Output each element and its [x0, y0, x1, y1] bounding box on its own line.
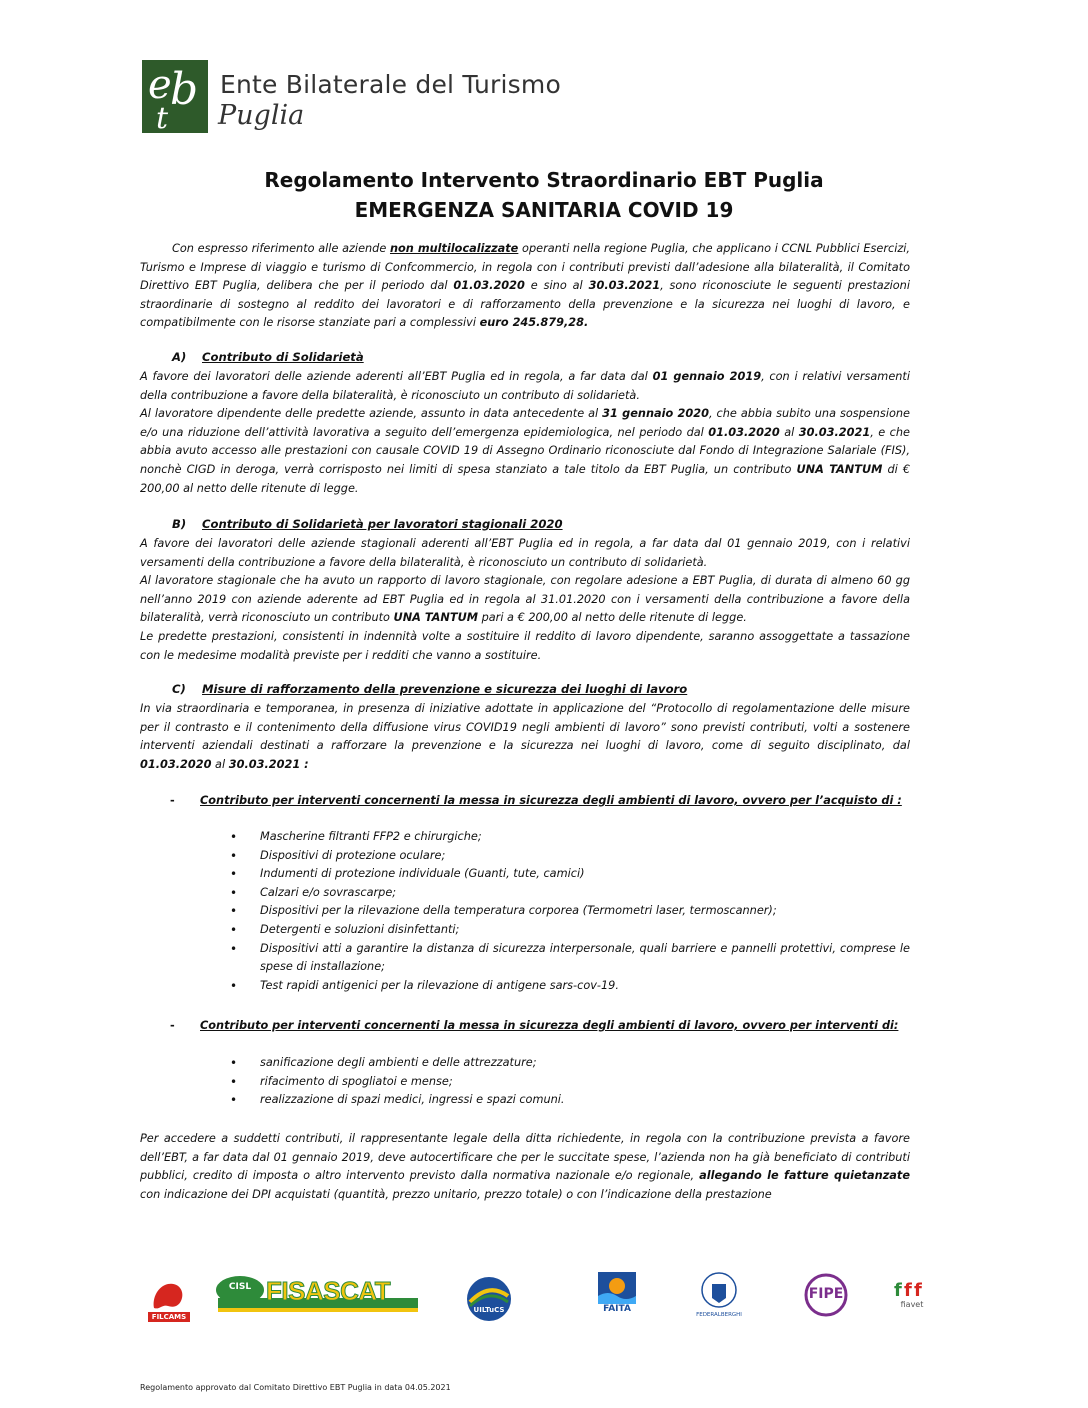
- ebt-logo: [142, 60, 561, 140]
- svg-text:f: f: [904, 1280, 912, 1300]
- svg-text:b: b: [170, 64, 199, 115]
- fiavet-label: fiavet: [900, 1300, 924, 1309]
- svg-text:e: e: [148, 62, 172, 108]
- svg-text:t: t: [156, 101, 169, 133]
- section-b-text: A favore dei lavoratori delle aziende stagionali aderenti all’EBT Puglia ed in regola, a far data dal 01 gennaio 2019, con i relativi versamenti della contribuzione a favore della bilateralità, è riconosciuto un contributo di solidarietà. Al lavoratore stagionale che ha avuto un rapporto di lavoro stagionale, con regolare adesione a EBT Puglia, di durata di almeno 60 gg nell’anno 2019 con aziende aderente ad EBT Puglia ed in regola al 31.01.2020 con i versamenti della contribuzione a favore della bilateralità, verrà riconosciuto un contributo UNA TANTUM pari a € 200,00 al netto delle ritenute di legge. Le predette prestazioni, consistenti in indennità volte a sostituire il reddito di lavoro dipendente, saranno assoggettate a tassazione con le medesime modalità previste per i redditi che vanno a sostituire.: [140, 537, 910, 662]
- faita-logo: [598, 1272, 636, 1318]
- filcams-label: FILCAMS: [151, 1313, 187, 1321]
- fipe-label: FIPE: [808, 1286, 844, 1302]
- document-title: Regolamento Intervento Straordinario EBT Puglia: [264, 168, 824, 192]
- approval-note: Regolamento approvato dal Comitato Direttivo EBT Puglia in data 04.05.2021: [140, 1383, 451, 1392]
- document-subtitle: EMERGENZA SANITARIA COVID 19: [354, 198, 734, 222]
- faita-label: FAITA: [603, 1304, 631, 1314]
- uiltucs-logo: [458, 1276, 520, 1322]
- svg-text:f: f: [914, 1280, 922, 1300]
- list-item: • Dispositivi atti a garantire la distanza di sicurezza interpersonale, quali barriere e pannelli protettivi, comprese le spese di installazione;: [228, 940, 910, 977]
- closing-paragraph: Per accedere a suddetti contributi, il rappresentante legale della ditta richiedente, in regola con la contribuzione prevista a favore dell’EBT, a far data dal 01 gennaio 2019, deve autocertificare che per le succitate spese, l’azienda non ha già beneficiato di contributi pubblici, credito di imposta o altro intervento previsto dalla normativa nazionale e/o regionale, allegando le fatture quietanzate con indicazione dei DPI acquistati (quantità, prezzo unitario, prezzo totale) o con l’indicazione della prestazione: [140, 1132, 910, 1201]
- org-region: Puglia: [218, 100, 305, 131]
- list-item: • Mascherine filtranti FFP2 e chirurgiche;: [228, 828, 910, 847]
- fipe-logo: [804, 1272, 848, 1318]
- federalberghi-label: FEDERALBERGHI: [696, 1312, 742, 1318]
- list-item: • realizzazione di spazi medici, ingressi e spazi comuni.: [228, 1091, 910, 1110]
- list-item: • rifacimento di spogliatoi e mense;: [228, 1073, 910, 1092]
- list-item: • Dispositivi per la rilevazione della temperatura corporea (Termometri laser, termoscanner);: [228, 902, 910, 921]
- federalberghi-logo: [692, 1270, 746, 1324]
- cisl-fisascat-logo: [214, 1274, 424, 1318]
- svg-text:f: f: [894, 1280, 902, 1300]
- list-item: • Dispositivi di protezione oculare;: [228, 847, 910, 866]
- section-a-text: A favore dei lavoratori delle aziende aderenti all’EBT Puglia ed in regola, a far data dal 01 gennaio 2019, con i relativi versamenti della contribuzione a favore della bilateralità, è riconosciuto un contributo di solidarietà. Al lavoratore dipendente delle predette aziende, assunto in data antecedente al 31 gennaio 2020, che abbia subito una sospensione e/o una riduzione dell’attività lavorativa a seguito dell’emergenza epidemiologica, nel periodo dal 01.03.2020 al 30.03.2021, e che abbia avuto accesso alle prestazioni con causale COVID 19 di Assegno Ordinario riconosciute dal Fondo di Integrazione Salariale (FIS), nonchè CIGD in deroga, verrà corrisposto nei limiti di spesa stanziato a tale titolo da EBT Puglia, un contributo UNA TANTUM di € 200,00 al netto delle ritenute di legge.: [140, 370, 911, 495]
- list-item: • Detergenti e soluzioni disinfettanti;: [228, 921, 910, 940]
- list2-heading: - Contributo per interventi concernenti la messa in sicurezza degli ambienti di lavoro, ovvero per interventi di:: [170, 1019, 899, 1032]
- list-item: • Indumenti di protezione individuale (Guanti, tute, camici): [228, 865, 910, 884]
- intro-paragraph: Con espresso riferimento alle aziende non multilocalizzate operanti nella regione Puglia, che applicano i CCNL Pubblici Esercizi, Turismo e Imprese di viaggio e turismo di Confcommercio, in regola con i contributi previsti dall’adesione alla bilateralità, il Comitato Direttivo EBT Puglia, delibera che per il periodo dal 01.03.2020 e sino al 30.03.2021, sono riconosciute le seguenti prestazioni straordinarie di sostegno al reddito dei lavoratori e di rafforzamento della prevenzione e la sicurezza nei luoghi di lavoro, e compatibilmente con le risorse stanziate pari a complessivi euro 245.879,28.: [140, 242, 910, 330]
- list-item: • Calzari e/o sovrascarpe;: [228, 884, 910, 903]
- section-c-heading: C) Misure di rafforzamento della prevenzione e sicurezza dei luoghi di lavoro: [172, 682, 688, 696]
- partner-logos: [140, 1268, 924, 1328]
- cisl-label: CISL: [228, 1282, 252, 1292]
- uiltucs-label: UILTuCS: [473, 1306, 505, 1314]
- section-b-heading: B) Contributo di Solidarietà per lavoratori stagionali 2020: [172, 517, 563, 531]
- org-name: Ente Bilaterale del Turismo: [220, 70, 561, 99]
- section-a-heading: A) Contributo di Solidarietà: [172, 350, 364, 364]
- filcams-logo: [148, 1276, 190, 1322]
- list1-heading: - Contributo per interventi concernenti la messa in sicurezza degli ambienti di lavoro, ovvero per l’acquisto di :: [170, 794, 902, 807]
- fiavet-logo: [892, 1278, 932, 1318]
- list1: [228, 828, 910, 995]
- list-item: • Test rapidi antigenici per la rilevazione di antigene sars-cov-19.: [228, 977, 910, 996]
- section-c-text: In via straordinaria e temporanea, in presenza di iniziative adottate in applicazione del “Protocollo di regolamentazione delle misure per il contrasto e il contenimento della diffusione virus COVID19 negli ambienti di lavoro” sono previsti contributi, volti a sostenere interventi aziendali destinati a rafforzare la prevenzione e la sicurezza nei luoghi di lavoro, come di seguito disciplinato, dal 01.03.2020 al 30.03.2021 :: [140, 702, 910, 771]
- fisascat-label: FISASCAT: [266, 1276, 391, 1306]
- list-item: • sanificazione degli ambienti e delle attrezzature;: [228, 1054, 910, 1073]
- list2: [228, 1054, 910, 1110]
- ebt-logo-mark: [142, 60, 208, 133]
